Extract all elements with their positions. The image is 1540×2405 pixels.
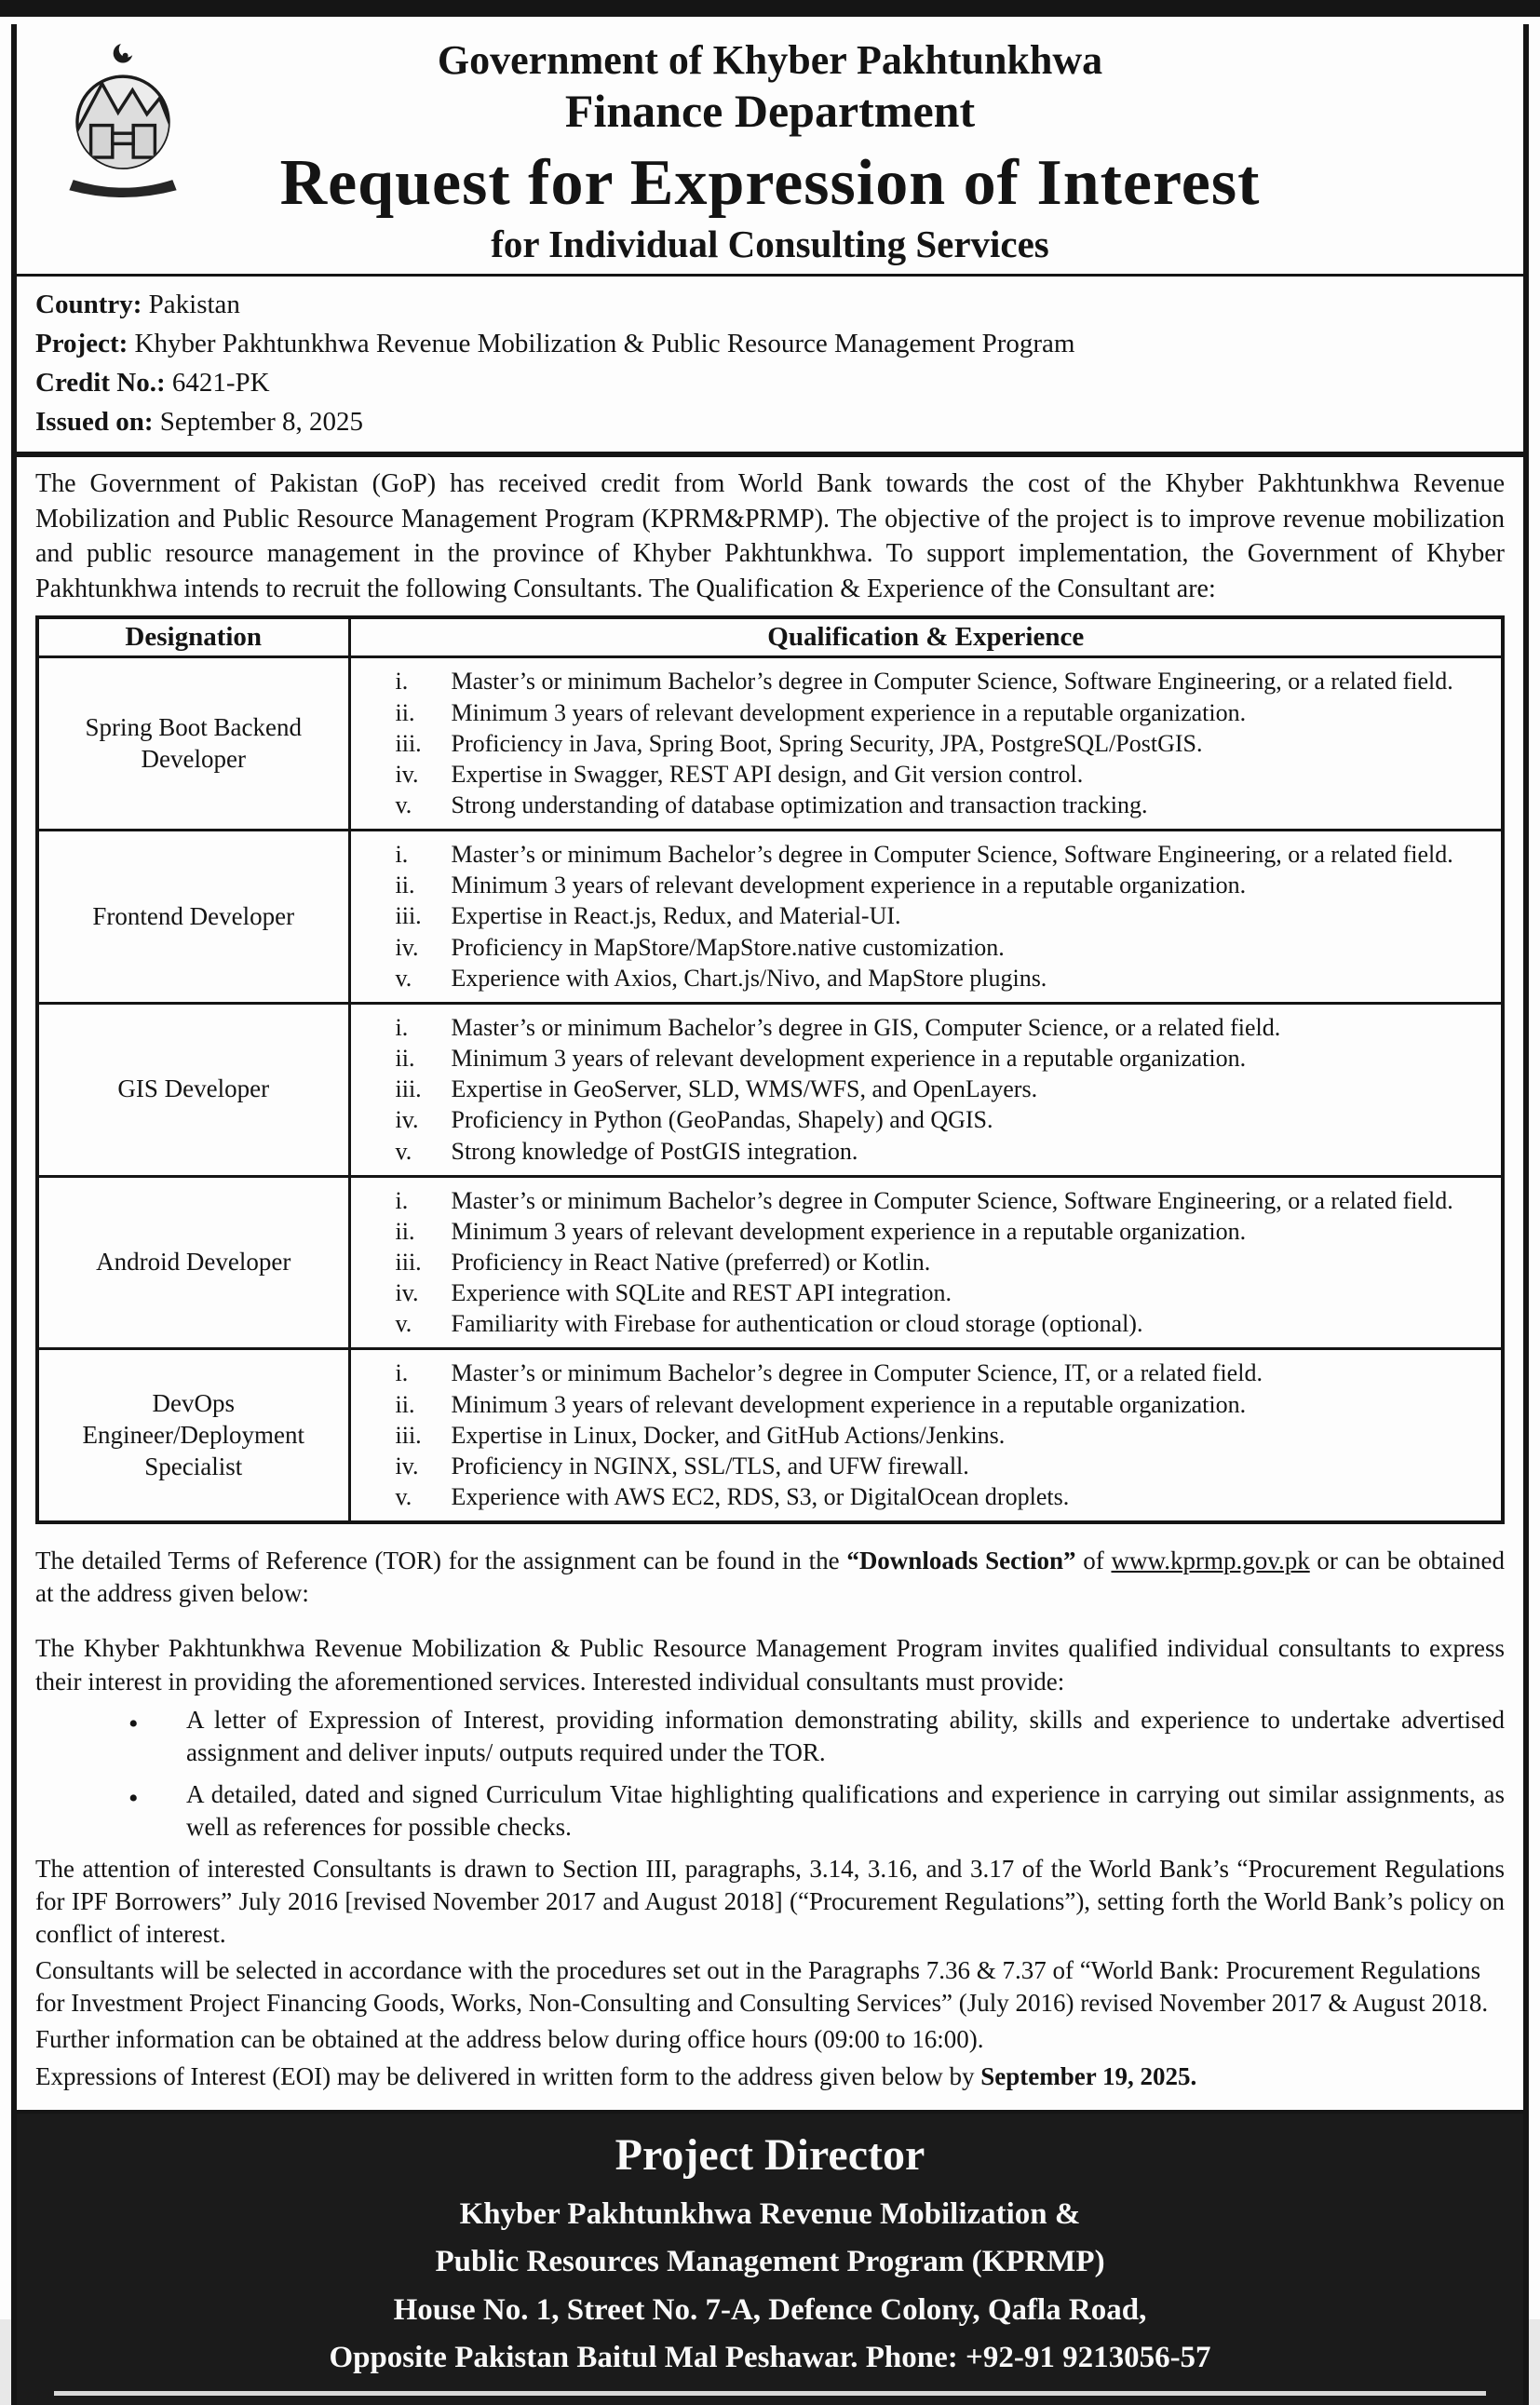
qualification-item: v. Experience with AWS EC2, RDS, S3, or DigitalOcean droplets. bbox=[395, 1483, 1070, 1511]
department-title: Finance Department bbox=[564, 84, 976, 137]
project-row bbox=[35, 325, 1505, 362]
ad-main-title: Request for Expression of Interest bbox=[279, 147, 1261, 220]
downloads-section-emphasis: “Downloads Section” bbox=[846, 1547, 1076, 1575]
designation-cell: GIS Developer bbox=[37, 1003, 349, 1176]
issued-label: Issued on: bbox=[35, 407, 154, 438]
intro-paragraph: The Government of Pakistan (GoP) has received credit from World Bank towards the cost of the Khyber Pakhtunkhwa Revenue Mobilization and Public Resource Management Program (KPRM&PRMP). The objective of the project is to improve revenue mobilization and public resource management in the province of Khyber Pakhtunkhwa. To support implementation, the Government of Khyber Pakhtunkhwa intends to recruit the following Consultants. The Qualification & Experience of the Consultant are: bbox=[35, 469, 1505, 603]
further-info-paragraph: Further information can be obtained at the address below during office hours (09:00 to 16:00). bbox=[35, 2025, 984, 2054]
qualification-cell bbox=[349, 831, 1503, 1004]
qualification-item: ii. Minimum 3 years of relevant development experience in a reputable organization. bbox=[395, 1217, 1247, 1245]
qualification-cell bbox=[349, 1003, 1503, 1176]
qualification-item: iv. Expertise in Swagger, REST API design, and Git version control. bbox=[395, 760, 1084, 788]
qualification-item: iii. Expertise in Linux, Docker, and GitHub Actions/Jenkins. bbox=[395, 1421, 1006, 1449]
tor-paragraph: The detailed Terms of Reference (TOR) for the assignment can be found in the “Downloads Section” of www.kprmp.gov.pk or can be obtained at the address given below: bbox=[35, 1547, 1505, 1608]
notes-section bbox=[17, 1535, 1523, 2109]
qualification-item: i. Master’s or minimum Bachelor’s degree in GIS, Computer Science, or a related field. bbox=[395, 1013, 1281, 1041]
list-item: • A detailed, dated and signed Curriculum Vitae highlighting qualifications and experience in carrying out similar assignments, as well as references for possible checks. bbox=[128, 1779, 1505, 1841]
designation-cell: Frontend Developer bbox=[37, 831, 349, 1004]
qualification-item: iii. Proficiency in React Native (preferred) or Kotlin. bbox=[395, 1249, 931, 1277]
qualification-item: i. Master’s or minimum Bachelor’s degree in Computer Science, Software Engineering, or a related field. bbox=[395, 841, 1453, 869]
table-row bbox=[37, 1349, 1503, 1522]
designation-cell: Spring Boot Backend Developer bbox=[37, 657, 349, 831]
qualification-item: ii. Minimum 3 years of relevant development experience in a reputable organization. bbox=[395, 698, 1247, 726]
kprmp-website-link[interactable]: www.kprmp.gov.pk bbox=[1111, 1547, 1310, 1575]
project-meta-block bbox=[17, 277, 1523, 457]
footer-address-phone-line: Opposite Pakistan Baitul Mal Peshawar. Phone: +92-91 9213056-57 bbox=[329, 2340, 1211, 2374]
qualification-item: v. Experience with Axios, Chart.js/Nivo, and MapStore plugins. bbox=[395, 964, 1047, 992]
requirements-list bbox=[35, 1704, 1505, 1844]
qualification-cell bbox=[349, 1176, 1503, 1349]
table-row bbox=[37, 1176, 1503, 1349]
qualification-item: iv. Proficiency in MapStore/MapStore.native customization. bbox=[395, 933, 1005, 961]
table-header-row bbox=[37, 617, 1503, 657]
invitation-paragraph: The Khyber Pakhtunkhwa Revenue Mobilization & Public Resource Management Program invites qualified individual consultants to express their interest in providing the aforementioned services. Interested individual consultants must provide: bbox=[35, 1634, 1505, 1696]
footer-program-line2: Public Resources Management Program (KPRMP) bbox=[435, 2245, 1105, 2279]
qualification-item: iv. Proficiency in NGINX, SSL/TLS, and UFW firewall. bbox=[395, 1452, 969, 1479]
qualification-item: i. Master’s or minimum Bachelor’s degree in Computer Science, Software Engineering, or a related field. bbox=[395, 1186, 1453, 1214]
qualification-item: ii. Minimum 3 years of relevant development experience in a reputable organization. bbox=[395, 1045, 1247, 1073]
qualification-item: v. Strong knowledge of PostGIS integration. bbox=[395, 1137, 858, 1165]
qualification-item: v. Familiarity with Firebase for authentication or cloud storage (optional). bbox=[395, 1310, 1143, 1338]
issued-value: September 8, 2025 bbox=[159, 407, 364, 438]
list-item: • A letter of Expression of Interest, providing information demonstrating ability, skills and experience to undertake advertised assignment and deliver inputs/ outputs required under the TOR. bbox=[128, 1705, 1505, 1766]
project-label: Project: bbox=[35, 329, 128, 359]
country-label: Country: bbox=[35, 290, 142, 320]
government-title: Government of Khyber Pakhtunkhwa bbox=[437, 37, 1103, 83]
consultants-table bbox=[35, 615, 1505, 1524]
footer-divider bbox=[54, 2391, 1486, 2396]
qualification-item: v. Strong understanding of database optimization and transaction tracking. bbox=[395, 790, 1148, 818]
selection-paragraph: Consultants will be selected in accordance with the procedures set out in the Paragraphs 7.36 & 7.37 of “World Bank: Procurement Regulations for Investment Project Financing Goods, Works, Non-Consulting and Consulting Services” (July 2016) revised November 2017 & August 2018. bbox=[35, 1956, 1489, 2018]
khyber-pakhtunkhwa-emblem-icon bbox=[43, 37, 203, 202]
issued-row bbox=[35, 403, 1505, 440]
qualification-item: i. Master’s or minimum Bachelor’s degree in Computer Science, Software Engineering, or a related field. bbox=[395, 668, 1453, 696]
country-value: Pakistan bbox=[148, 290, 240, 320]
qualification-item: ii. Minimum 3 years of relevant development experience in a reputable organization. bbox=[395, 1390, 1247, 1418]
country-row bbox=[35, 286, 1505, 323]
footer-address-line: House No. 1, Street No. 7-A, Defence Colony, Qafla Road, bbox=[393, 2292, 1147, 2327]
ad-content-frame bbox=[11, 24, 1529, 2405]
qualification-item: iv. Proficiency in Python (GeoPandas, Shapely) and QGIS. bbox=[395, 1106, 993, 1134]
ad-subtitle: for Individual Consulting Services bbox=[491, 223, 1049, 266]
qualification-cell bbox=[349, 1349, 1503, 1522]
project-value: Khyber Pakhtunkhwa Revenue Mobilization & Public Resource Management Program bbox=[134, 329, 1075, 359]
masthead bbox=[17, 24, 1523, 277]
credit-row bbox=[35, 364, 1505, 401]
footer-program-line1: Khyber Pakhtunkhwa Revenue Mobilization & bbox=[459, 2197, 1081, 2232]
table-row bbox=[37, 831, 1503, 1004]
bullet-icon: • bbox=[128, 1782, 139, 1814]
qualification-item: iii. Proficiency in Java, Spring Boot, Spring Security, JPA, PostgreSQL/PostGIS. bbox=[395, 729, 1203, 757]
designation-cell: Android Developer bbox=[37, 1176, 349, 1349]
credit-label: Credit No.: bbox=[35, 368, 166, 399]
qualification-item: iii. Expertise in GeoServer, SLD, WMS/WFS, and OpenLayers. bbox=[395, 1075, 1038, 1103]
table-row bbox=[37, 1003, 1503, 1176]
eoi-delivery-paragraph: Expressions of Interest (EOI) may be delivered in written form to the address given below by September 19, 2025. bbox=[35, 2061, 1197, 2090]
qualification-item: iii. Expertise in React.js, Redux, and Material-UI. bbox=[395, 902, 901, 930]
deadline-date: September 19, 2025. bbox=[980, 2061, 1197, 2090]
designation-cell: DevOps Engineer/Deployment Specialist bbox=[37, 1349, 349, 1522]
footer-title: Project Director bbox=[615, 2129, 925, 2180]
qualification-cell bbox=[349, 657, 1503, 831]
bullet-icon: • bbox=[128, 1708, 139, 1739]
contact-footer bbox=[17, 2110, 1523, 2405]
table-row bbox=[37, 657, 1503, 831]
qualification-item: ii. Minimum 3 years of relevant development experience in a reputable organization. bbox=[395, 871, 1247, 899]
credit-value: 6421-PK bbox=[171, 368, 270, 399]
col-header-qualification: Qualification & Experience bbox=[349, 617, 1503, 657]
qualification-item: iv. Experience with SQLite and REST API integration. bbox=[395, 1279, 952, 1307]
attention-paragraph: The attention of interested Consultants is drawn to Section III, paragraphs, 3.14, 3.16, and 3.17 of the World Bank’s “Procurement Regulations for IPF Borrowers” July 2016 [revised November 2017 and August 2018] (“Procurement Regulations”), setting forth the World Bank’s policy on conflict of interest. bbox=[35, 1855, 1505, 1949]
qualification-item: i. Master’s or minimum Bachelor’s degree in Computer Science, IT, or a related field. bbox=[395, 1359, 1263, 1387]
col-header-designation: Designation bbox=[37, 617, 349, 657]
consultants-table-wrapper bbox=[17, 614, 1523, 1535]
